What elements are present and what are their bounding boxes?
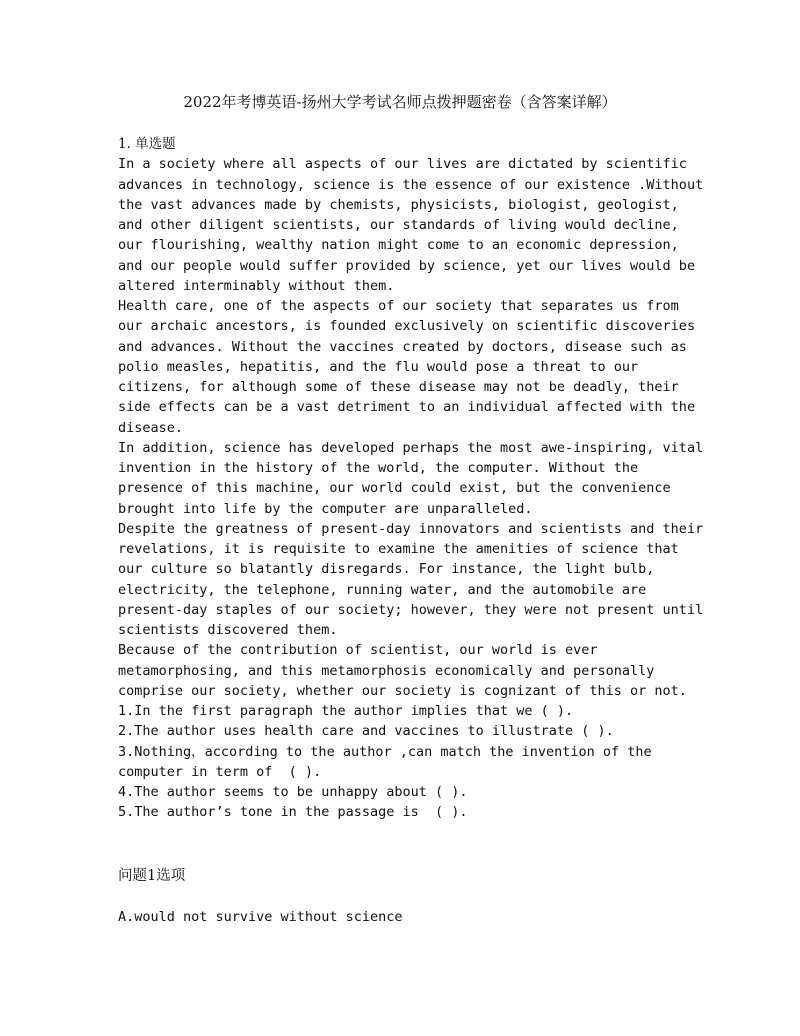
passage-line: revelations, it is requisite to examine the amenities of science that <box>118 541 679 557</box>
passage-line: citizens, for although some of these disease may not be deadly, their <box>118 379 679 395</box>
passage-line: scientists discovered them. <box>118 622 338 638</box>
document-body <box>118 134 704 823</box>
passage-line: presence of this machine, our world could exist, but the convenience <box>118 480 671 497</box>
question-line: 2.The author uses health care and vaccines to illustrate ( ). <box>118 723 614 740</box>
passage-line: advances in technology, science is the essence of our existence .Without <box>118 176 704 193</box>
passage-line: and our people would suffer provided by science, yet our lives would be <box>118 257 696 274</box>
passage-line: and other diligent scientists, our standards of living would decline, <box>118 217 679 233</box>
passage-line: brought into life by the computer are unparalleled. <box>118 500 533 517</box>
passage-line: polio measles, hepatitis, and the flu would pose a threat to our <box>118 358 639 375</box>
passage-line: altered interminably without them. <box>118 277 395 294</box>
passage-line: In a society where all aspects of our lives are dictated by scientific <box>118 156 687 173</box>
page-title: 2022年考博英语-扬州大学考试名师点拨押题密卷（含答案详解） <box>183 93 617 111</box>
section-heading: 1. 单选题 <box>118 136 176 152</box>
passage-line: our culture so blatantly disregards. For instance, the light bulb, <box>118 561 655 578</box>
question-line: 1.In the first paragraph the author implies that we ( ). <box>118 703 574 719</box>
passage-line: the vast advances made by chemists, physicists, biologist, geologist, <box>118 196 679 213</box>
passage-line: invention in the history of the world, the computer. Without the <box>118 460 639 476</box>
question-line: computer in term of ( ). <box>118 763 322 780</box>
question-line: 5.The author’s tone in the passage is ( ). <box>118 804 468 821</box>
passage-line: Despite the greatness of present-day innovators and scientists and their <box>118 520 704 537</box>
passage-line: our flourishing, wealthy nation might come to an economic depression, <box>118 237 679 254</box>
passage-line: present-day staples of our society; however, they were not present until <box>118 601 704 618</box>
passage-line: disease. <box>118 419 184 436</box>
question-line: 3.Nothing，according to the author ,can match the invention of the <box>118 743 652 760</box>
passage-line: comprise our society, whether our society is cognizant of this or not. <box>118 682 687 699</box>
passage-line: Because of the contribution of scientist, our world is ever <box>118 642 598 659</box>
passage <box>118 154 704 701</box>
passage-line: our archaic ancestors, is founded exclusively on scientific discoveries <box>118 318 696 335</box>
passage-line: electricity, the telephone, running water, and the automobile are <box>118 581 647 598</box>
passage-line: metamorphosing, and this metamorphosis economically and personally <box>118 662 655 679</box>
passage-line: side effects can be a vast detriment to an individual affected with the <box>118 399 696 416</box>
passage-line: Health care, one of the aspects of our society that separates us from <box>118 298 679 314</box>
option-a: A.would not survive without science <box>118 909 403 925</box>
passage-line: and advances. Without the vaccines created by doctors, disease such as <box>118 338 687 355</box>
question-line: 4.The author seems to be unhappy about ( ). <box>118 784 468 800</box>
passage-line: In addition, science has developed perhaps the most awe-inspiring, vital <box>118 439 704 456</box>
options-heading: 问题1选项 <box>118 868 186 884</box>
question-list <box>118 701 693 823</box>
